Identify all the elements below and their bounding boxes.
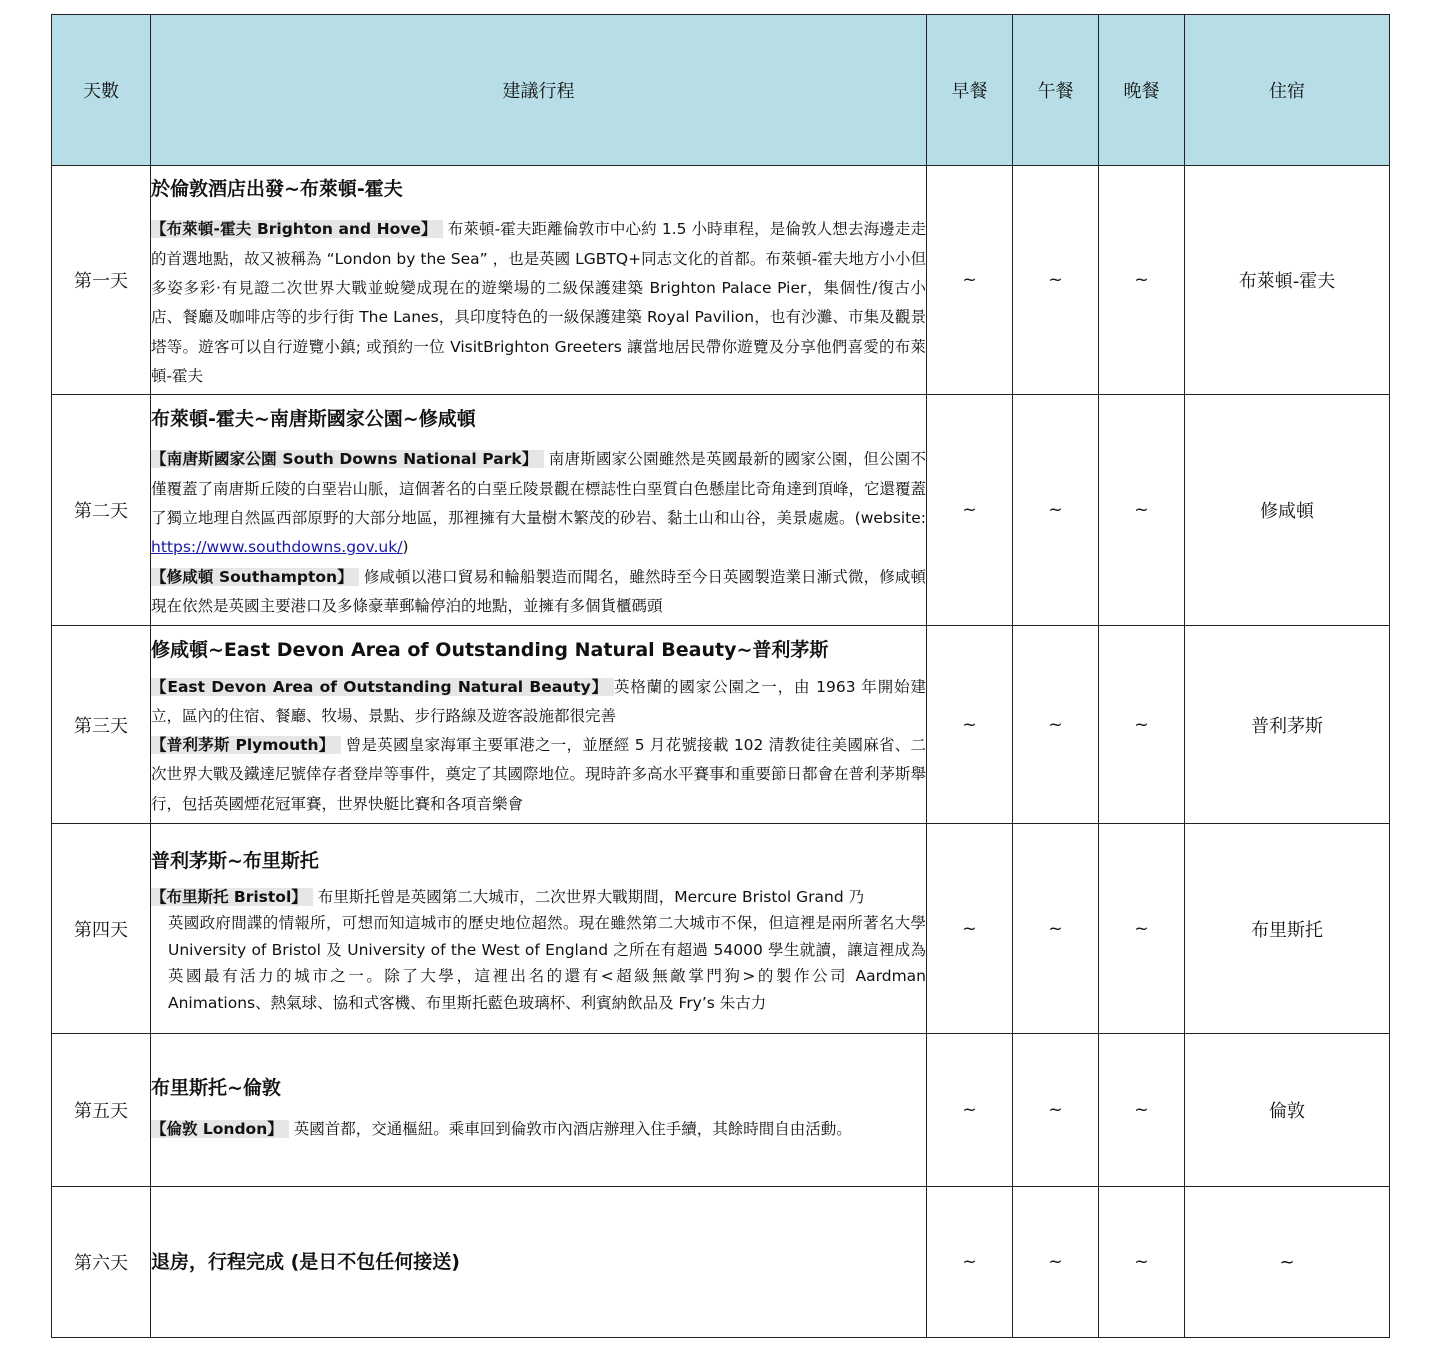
stay-cell: 普利茅斯 [1185,626,1390,824]
day-label: 第三天 [52,626,151,824]
plan-paragraph [151,731,926,819]
place-description: 修咸頓以港口貿易和輪船製造而聞名，雖然時至今日英國製造業日漸式微，修咸頓現在依然是英國主要港口及多條豪華郵輪停泊的地點，並擁有多個貨櫃碼頭 [151,567,926,615]
place-tag: 【普利茅斯 Plymouth】 [151,736,341,754]
dinner-cell: ~ [1099,1034,1185,1187]
plan-paragraph [151,215,926,391]
place-description: 南唐斯國家公園雖然是英國最新的國家公園，但公園不僅覆蓋了南唐斯丘陵的白堊岩山脈，這個著名的白堊丘陵景觀在標誌性白堊質白色懸崖比奇角達到頂峰，它還覆蓋了獨立地理自然區西部原野的大部分地區，那裡擁有大量樹木繁茂的砂岩、黏土山和山谷，美景處處。(website: [151,450,927,528]
plan-title: 普利茅斯~布里斯托 [151,849,319,872]
table-row [52,1187,1390,1338]
header-day: 天數 [52,15,151,166]
plan-cell [151,1034,927,1187]
header-row [52,15,1390,166]
place-description: 英國政府間諜的情報所，可想而知這城市的歷史地位超然。現在雖然第二大城市不保，但這裡是兩所著名大學 University of Bristol 及 University of the West of England 之所在有超過 54000 學生就讀，讓這裡成為英國最有活力的城市之一。除了大學，這裡出名的還有<超級無敵掌門狗>的製作公司 Aardman Animations、熱氣球、協和式客機、布里斯托藍色玻璃杯、利賓納飲品及 Fry’s 朱古力 [168,914,926,1012]
breakfast-cell: ~ [927,1034,1013,1187]
plan-title: 於倫敦酒店出發~布萊頓-霍夫 [151,177,403,200]
place-tag: 【布萊頓-霍夫 Brighton and Hove】 [151,220,443,238]
place-tag: 【East Devon Area of Outstanding Natural Beauty】 [151,678,614,696]
breakfast-cell: ~ [927,824,1013,1034]
plan-cell [151,1187,927,1338]
stay-cell: 布里斯托 [1185,824,1390,1034]
table-row [52,824,1390,1034]
day-label: 第二天 [52,395,151,626]
place-tag: 【南唐斯國家公園 South Downs National Park】 [151,450,544,468]
stay-cell: 倫敦 [1185,1034,1390,1187]
table-row [52,166,1390,395]
lunch-cell: ~ [1013,395,1099,626]
table-row [52,395,1390,626]
plan-cell [151,395,927,626]
place-description: 曾是英國皇家海軍主要軍港之一，並歷經 5 月花號接載 102 清教徒往美國麻省、二次世界大戰及鐵達尼號倖存者登岸等事件，奠定了其國際地位。現時許多高水平賽事和重要節日都會在普利茅斯舉行，包括英國煙花冠軍賽，世界快艇比賽和各項音樂會 [151,736,927,813]
dinner-cell: ~ [1099,824,1185,1034]
place-description: 布里斯托曾是英國第二大城市，二次世界大戰期間，Mercure Bristol Grand 乃 [317,887,865,906]
day-label: 第六天 [52,1187,151,1338]
itinerary-table [51,14,1390,1338]
plan-paragraph [151,884,926,911]
paren-close: ) [402,538,409,557]
dinner-cell: ~ [1099,1187,1185,1338]
header-breakfast: 早餐 [927,15,1013,166]
plan-title: 布萊頓-霍夫~南唐斯國家公園~修咸頓 [151,407,476,430]
plan-cell [151,626,927,824]
breakfast-cell: ~ [927,166,1013,395]
header-dinner: 晚餐 [1099,15,1185,166]
table-row [52,1034,1390,1187]
plan-paragraph [151,1115,926,1144]
breakfast-cell: ~ [927,1187,1013,1338]
day-label: 第四天 [52,824,151,1034]
lunch-cell: ~ [1013,166,1099,395]
stay-cell: 布萊頓-霍夫 [1185,166,1390,395]
place-tag: 【修咸頓 Southampton】 [151,568,359,586]
place-tag: 【倫敦 London】 [151,1120,289,1138]
dinner-cell: ~ [1099,626,1185,824]
stay-cell: ~ [1185,1187,1390,1338]
lunch-cell: ~ [1013,824,1099,1034]
breakfast-cell: ~ [927,626,1013,824]
header-lunch: 午餐 [1013,15,1099,166]
day-label: 第一天 [52,166,151,395]
lunch-cell: ~ [1013,1187,1099,1338]
plan-paragraph [151,910,926,1016]
place-tag: 【布里斯托 Bristol】 [151,888,313,906]
place-description: 英國首都，交通樞紐。乘車回到倫敦市內酒店辦理入住手續，其餘時間自由活動。 [293,1119,852,1138]
header-stay: 住宿 [1185,15,1390,166]
plan-cell [151,166,927,395]
plan-paragraph [151,445,926,562]
stay-cell: 修咸頓 [1185,395,1390,626]
plan-cell [151,824,927,1034]
website-link[interactable]: https://www.southdowns.gov.uk/ [151,538,403,557]
place-description: 布萊頓-霍夫距離倫敦市中心約 1.5 小時車程，是倫敦人想去海邊走走的首選地點，故又被稱為 “London by the Sea” ，也是英國 LGBTQ+同志文化的首都。布萊頓-霍夫地方小小但多姿多彩·有見證二次世界大戰並蛻變成現在的遊樂場的二級保護建築 Brighton Palace Pier，集個性/復古小店、餐廳及咖啡店等的步行街 The Lanes，具印度特色的一級保護建築 Royal Pavilion，也有沙灘、市集及觀景塔等。遊客可以自行遊覽小鎮; 或預約一位 VisitBrighton Greeters 讓當地居民帶你遊覽及分享他們喜愛的布萊頓-霍夫 [151,220,926,385]
header-plan: 建議行程 [151,15,927,166]
plan-title: 退房，行程完成 (是日不包任何接送) [151,1250,460,1273]
lunch-cell: ~ [1013,1034,1099,1187]
plan-title: 布里斯托~倫敦 [151,1077,281,1099]
lunch-cell: ~ [1013,626,1099,824]
day-label: 第五天 [52,1034,151,1187]
dinner-cell: ~ [1099,395,1185,626]
place-description: 英格蘭的國家公園之一，由 1963 年開始建立，區內的住宿、餐廳、牧場、景點、步行路線及遊客設施都很完善 [151,677,926,725]
breakfast-cell: ~ [927,395,1013,626]
table-row [52,626,1390,824]
plan-paragraph [151,563,926,622]
dinner-cell: ~ [1099,166,1185,395]
plan-title: 修咸頓~East Devon Area of Outstanding Natural Beauty~普利茅斯 [151,638,829,661]
plan-paragraph [151,673,926,732]
